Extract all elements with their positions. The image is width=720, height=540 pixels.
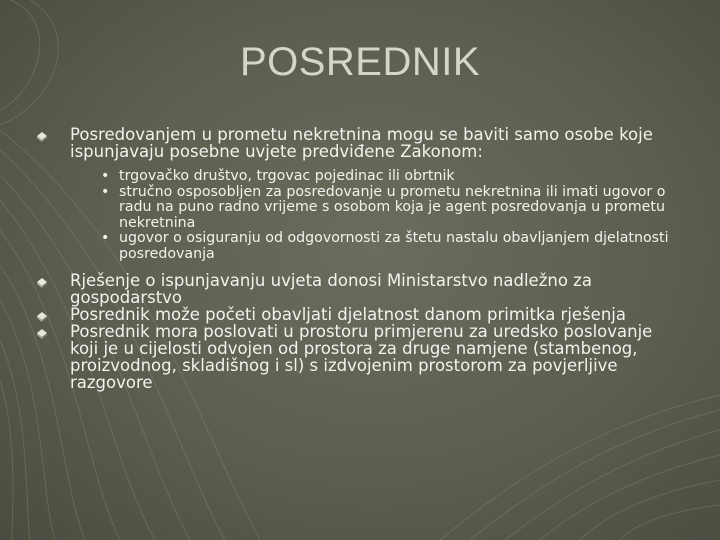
bullet-item (34, 126, 674, 160)
bullet-text: Rješenje o ispunjavanju uvjeta donosi Ministarstvo nadležno za gospodarstvo (70, 271, 592, 307)
sub-bullet-dot: • (101, 183, 110, 200)
diamond-bullet-icon (34, 326, 50, 342)
bullet-item (34, 272, 674, 306)
bullet-item (34, 323, 674, 391)
diamond-bullet-icon (34, 129, 50, 145)
sub-bullet-list (34, 169, 674, 262)
sub-bullet-text: trgovačko društvo, trgovac pojedinac ili obrtnik (119, 168, 455, 184)
slide-title: POSREDNIK (239, 40, 481, 84)
bullet-text: Posrednik može početi obavljati djelatnost danom primitka rješenja (70, 305, 626, 324)
sub-bullet-item (101, 231, 674, 262)
sub-bullet-dot: • (101, 230, 110, 246)
bullet-text: Posredovanjem u prometu nekretnina mogu se baviti samo osobe koje ispunjavaju posebne uvjete predviđene Zakonom: (70, 125, 653, 161)
sub-bullet-text: ugovor o osiguranju od odgovornosti za štetu nastalu obavljanjem djelatnosti posredovanja (119, 230, 669, 262)
slide-content (34, 126, 674, 391)
sub-bullet-item (101, 169, 674, 185)
diamond-bullet-icon (34, 275, 50, 291)
sub-bullet-item (101, 185, 674, 232)
bullet-text: Posrednik mora poslovati u prostoru primjerenu za uredsko poslovanje koji je u cijelosti odvojen od prostora za druge namjene (stambenog, proizvodnog, skladišnog i sl) s izdvojenim prostorom za povjerljive razgovore (70, 322, 653, 392)
sub-bullet-dot: • (101, 168, 110, 184)
sub-bullet-text: stručno osposobljen za posredovanje u prometu nekretnina ili imati ugovor o radu na puno radno vrijeme s osobom koja je agent posredovanja u prometu nekretnina (119, 183, 666, 231)
bullet-item (34, 306, 674, 323)
